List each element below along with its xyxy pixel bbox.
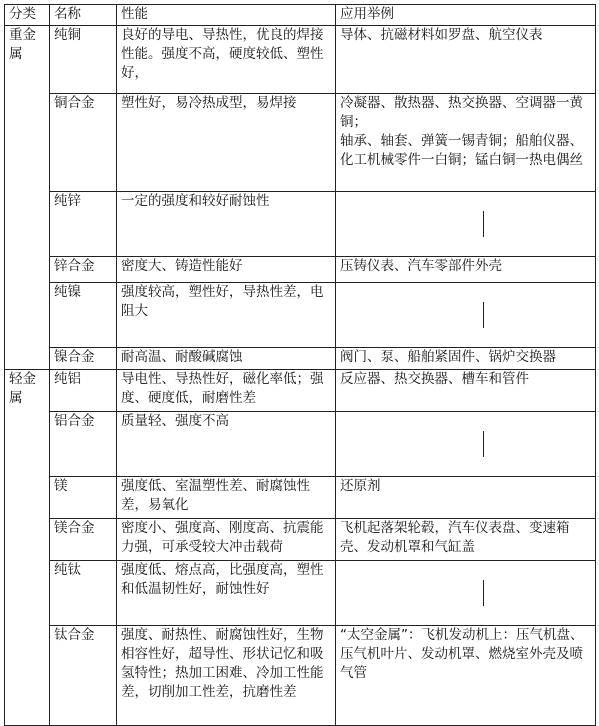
table-row [5, 412, 596, 477]
table-row [5, 348, 596, 370]
metal-applications: 压铸仪表、汽车零部件外壳 [336, 257, 596, 283]
empty-subcell [340, 302, 484, 328]
metal-applications-empty [336, 412, 596, 477]
empty-subcell [340, 580, 484, 606]
metal-applications: 阀门、泵、船舶紧固件、锅炉交换器 [336, 348, 596, 370]
metal-applications-empty [336, 283, 596, 348]
empty-subcells [340, 211, 592, 237]
metal-applications: 导体、抗磁材料如罗盘、航空仪表 [336, 26, 596, 94]
table-header [5, 5, 596, 26]
header-category: 分类 [5, 5, 50, 26]
table-row [5, 519, 596, 561]
metal-name: 铝合金 [50, 412, 117, 477]
table-row [5, 94, 596, 192]
table-row [5, 370, 596, 412]
metal-name: 纯锌 [50, 192, 117, 257]
metal-name: 纯铜 [50, 26, 117, 94]
metal-properties: 质量轻、强度不高 [117, 412, 336, 477]
table-row [5, 561, 596, 626]
metal-properties: 密度小、强度高、刚度高、抗震能力强，可承受较大冲击载荷 [117, 519, 336, 561]
metal-applications-empty [336, 192, 596, 257]
empty-subcell [484, 211, 592, 237]
metal-properties: 强度低、熔点高，比强度高，塑性和低温韧性好，耐蚀性好 [117, 561, 336, 626]
empty-subcells [340, 431, 592, 457]
metal-applications: “太空金属”：飞机发动机上：压气机盘、压气机叶片、发动机罩、燃烧室外壳及喷气管 [336, 626, 596, 726]
metal-name: 铜合金 [50, 94, 117, 192]
metal-applications: 反应器、热交换器、槽车和管件 [336, 370, 596, 412]
metal-properties: 一定的强度和较好耐蚀性 [117, 192, 336, 257]
table-row [5, 283, 596, 348]
empty-subcell [340, 431, 484, 457]
metal-properties: 强度较高，塑性好，导热性差，电阻大 [117, 283, 336, 348]
metals-table [4, 4, 596, 726]
header-row [5, 5, 596, 26]
table-row [5, 192, 596, 257]
category-cell-light: 轻金 属 [5, 370, 50, 726]
metal-name: 镍合金 [50, 348, 117, 370]
empty-subcells [340, 302, 592, 328]
header-name: 名称 [50, 5, 117, 26]
metal-name: 纯镍 [50, 283, 117, 348]
metal-properties: 塑性好，易冷热成型，易焊接 [117, 94, 336, 192]
header-applications: 应用举例 [336, 5, 596, 26]
metal-name: 镁 [50, 477, 117, 519]
table-row [5, 257, 596, 283]
metal-name: 镁合金 [50, 519, 117, 561]
metal-properties: 密度大、铸造性能好 [117, 257, 336, 283]
empty-subcell [484, 580, 592, 606]
table-row [5, 626, 596, 726]
category-cell-heavy: 重金 属 [5, 26, 50, 370]
table-row [5, 26, 596, 94]
metal-name: 钛合金 [50, 626, 117, 726]
empty-subcells [340, 580, 592, 606]
table-row [5, 477, 596, 519]
metal-applications: 还原剂 [336, 477, 596, 519]
metal-applications-empty [336, 561, 596, 626]
table-body [5, 26, 596, 726]
metal-name: 纯钛 [50, 561, 117, 626]
metal-properties: 强度、耐热性、耐腐蚀性好，生物相容性好，超导性、形状记忆和吸氢特性；热加工困难、冷加工性能差，切削加工性差，抗磨性差 [117, 626, 336, 726]
metal-properties: 耐高温、耐酸碱腐蚀 [117, 348, 336, 370]
header-properties: 性能 [117, 5, 336, 26]
metal-properties: 良好的导电、导热性，优良的焊接性能。强度不高，硬度较低、塑性好， [117, 26, 336, 94]
metal-applications: 冷凝器、散热器、热交换器、空调器一黄铜； 轴承、轴套、弹簧一锡青铜；船舶仪器、化工机械零件一白铜；锰白铜一热电偶丝 [336, 94, 596, 192]
empty-subcell [484, 302, 592, 328]
metal-properties: 导电性、导热性好，磁化率低；强度、硬度低，耐磨性差 [117, 370, 336, 412]
metal-applications: 飞机起落架轮毂，汽车仪表盘、变速箱壳、发动机罩和气缸盖 [336, 519, 596, 561]
empty-subcell [340, 211, 484, 237]
metal-properties: 强度低、室温塑性差、耐腐蚀性差，易氧化 [117, 477, 336, 519]
empty-subcell [484, 431, 592, 457]
metal-name: 纯铝 [50, 370, 117, 412]
metal-name: 锌合金 [50, 257, 117, 283]
